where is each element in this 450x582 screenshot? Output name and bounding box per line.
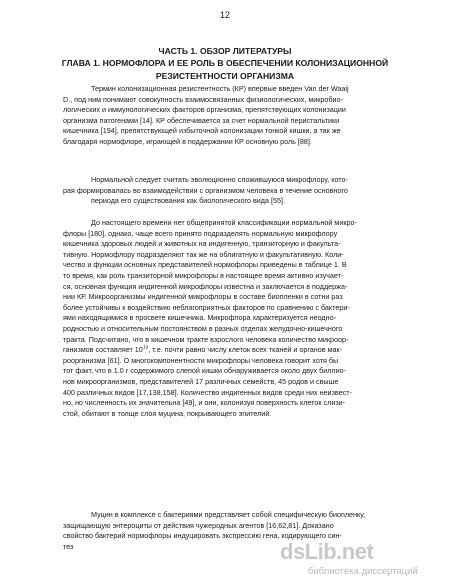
text-line: родностью и относительным постоянством в разных отделах желудочно-кишечного	[63, 323, 343, 333]
text-line: более устойчивы к воздействию неблагоприятных факторов по сравнению с бактери-	[63, 302, 350, 312]
text-line: 400 различных видов [17,138,158]. Количество индигенных видов среди них неизвест-	[63, 387, 352, 397]
text-line: ями находящимися в просвете кишечника. Микрофлора характеризуется неодно-	[63, 313, 336, 323]
text-segment: ганизмов составляет 10	[63, 345, 143, 355]
text-line: нов микроорганизмов, представителей 17 различных семейств, 45 родов и свыше	[63, 376, 339, 386]
text-line: Термин колонизационная резистентность (КР) впервые введен Van der Waaij	[91, 84, 349, 93]
text-line	[63, 345, 403, 356]
text-line: тот факт, что в 1.0 г содержимого слепой кишки обнаруживается около двух биллио-	[63, 366, 347, 376]
text-line: роорганизма [61]. О многокомпонентности микрофлоры человека говорит хотя бы	[63, 355, 339, 365]
text-line: До настоящего времени нет общепринятой классификации нормальной микро-	[91, 218, 357, 227]
text-line: тивную. Нормофлору подразделяют так же на облигатную и факультативную. Коли-	[63, 249, 344, 259]
watermark-logo: dsLib.net	[280, 539, 374, 564]
watermark	[280, 537, 440, 577]
chapter-heading: ГЛАВА 1. НОРМОФЛОРА И ЕЕ РОЛЬ В ОБЕСПЕЧЕНИИ КОЛОНИЗАЦИОННОЙ	[61, 58, 389, 68]
text-line: ся, основная функция индигенной микрофлоры известна и заключается в поддержа-	[63, 281, 348, 291]
text-line: организма патогенами [14]. КР обеспечивается за счет нормальной перистальтики	[63, 115, 340, 125]
text-line: свойство бактерий нормофлоры индуцировать экспрессию гена, кодирующего син-	[63, 531, 342, 541]
text-line: D., под ним понимают совокупность взаимосвязанных физиологических, микробио-	[63, 94, 343, 104]
text-line: нии КР. Микроорганизмы индигенной микрофлоры в составе биопленки в сотни раз	[63, 292, 343, 302]
chapter-heading-continuation: РЕЗИСТЕНТНОСТИ ОРГАНИЗМА	[155, 71, 295, 81]
text-line: периода его существования как биологического вида [55].	[91, 196, 285, 206]
watermark-subtitle: библиотека диссертаций	[308, 566, 418, 577]
page-number: 12	[219, 10, 230, 20]
text-line: но, но численность их значительна [49], и они, колонизуя поверхность клеток слизи-	[63, 398, 346, 408]
paragraph-colonization-resistance	[63, 84, 403, 148]
paragraph-classification	[63, 218, 403, 419]
text-line: тракта. Подсчитано, что в кишечном тракте взрослого человека количество микроор-	[63, 334, 349, 344]
paragraph-normal-microflora	[63, 175, 403, 207]
text-line: благодаря нормофлоре, играющей в поддержании КР основную роль [88].	[63, 136, 312, 146]
text-line: кишечника здоровых людей и животных на индигенную, транзиторную и факульта-	[63, 239, 341, 249]
exponent: 13	[142, 345, 149, 351]
text-line: стой, обитают в толще слоя муцина, покрывающего эпителий.	[63, 408, 272, 418]
part-heading: ЧАСТЬ 1. ОБЗОР ЛИТЕРАТУРЫ	[158, 46, 292, 56]
text-line: чество и функции основных представителей нормофлоры приведены в таблице 1. В	[63, 260, 347, 270]
text-line: логических и иммунологических факторов организма, препятствующих колонизации	[63, 105, 346, 115]
text-line: тез	[63, 541, 74, 551]
text-line: Муцин в комплексе с бактериями представляет собой специфическую биопленку,	[91, 510, 366, 519]
text-line: то время, как роль транзиторной микрофлоры в настоящее время активно изучает-	[63, 270, 344, 280]
text-line: Нормальной следует считать эволюционно сложившуюся микрофлору, кото-	[91, 175, 348, 184]
text-line: кишечника [194], препятствующей избыточной колонизации тонкой кишки, а так же	[63, 126, 341, 136]
text-segment: , т.е. почти равно числу клеток всех тканей и органов мак-	[148, 345, 343, 355]
text-line: рая формировалась во взаимодействии с организмом человека в течение основного	[63, 185, 348, 195]
text-line: флоры [180], однако, чаще всего принято подразделять нормальную микрофлору	[63, 228, 338, 238]
text-line: защищающую энтероциты от действия чужеродных агентов [16,62,81]. Доказано	[63, 520, 334, 530]
